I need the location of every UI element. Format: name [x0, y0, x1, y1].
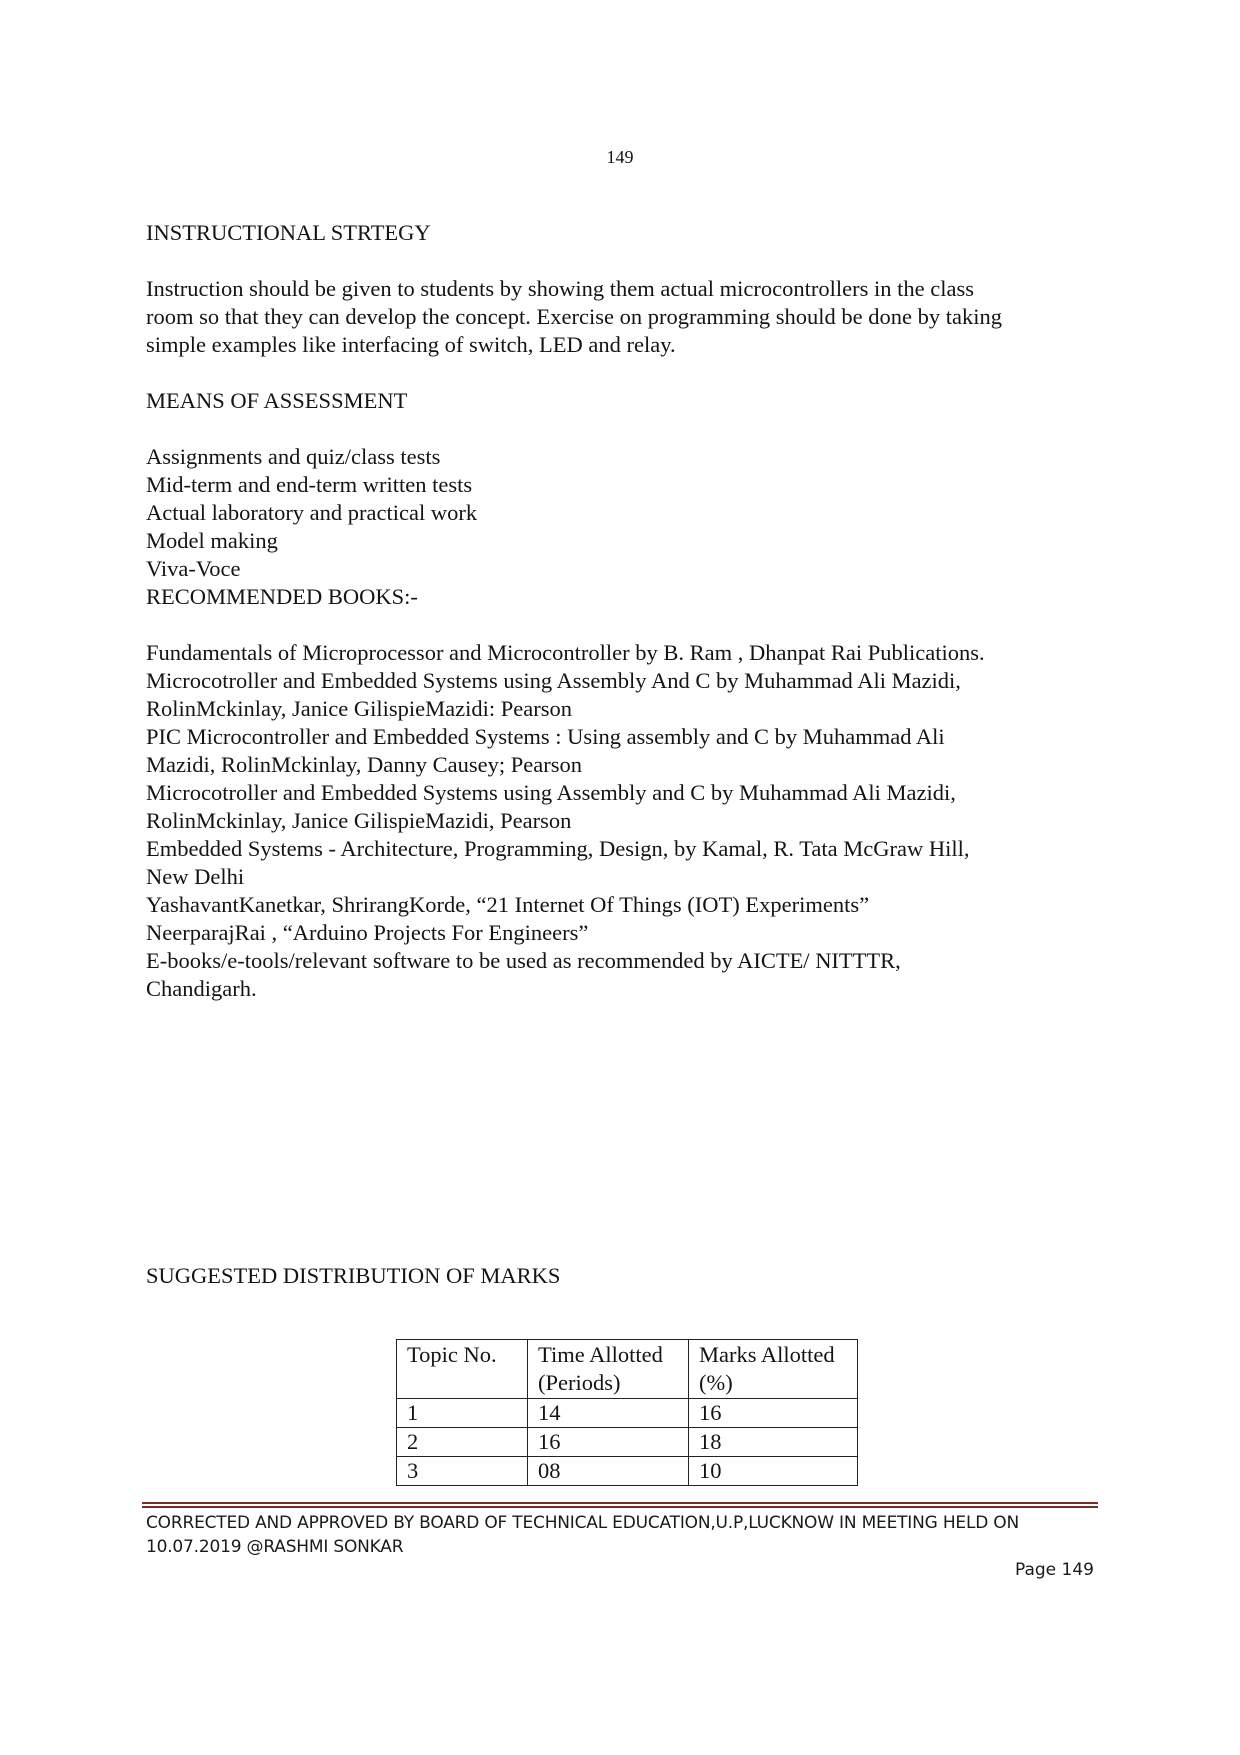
marks-table [396, 1339, 858, 1486]
book-line: RolinMckinlay, Janice GilispieMazidi, Pearson [146, 808, 572, 833]
main-content [146, 219, 1106, 1003]
marks-distribution-heading: SUGGESTED DISTRIBUTION OF MARKS [146, 1263, 561, 1288]
book-line: Mazidi, RolinMckinlay, Danny Causey; Pearson [146, 752, 582, 777]
books-list [146, 639, 1106, 1003]
assessment-list [146, 443, 1106, 583]
book-line: YashavantKanetkar, ShrirangKorde, “21 Internet Of Things (IOT) Experiments” [146, 892, 870, 917]
column-header-marks: Marks Allotted (%) [689, 1340, 858, 1399]
table-header-row [397, 1340, 858, 1399]
book-line: Embedded Systems - Architecture, Programming, Design, by Kamal, R. Tata McGraw Hill, [146, 836, 970, 861]
footer-page-number: Page 149 [1014, 1560, 1094, 1580]
table-row [397, 1428, 858, 1457]
recommended-books-heading: RECOMMENDED BOOKS:- [146, 584, 418, 609]
table-cell: 18 [689, 1428, 858, 1457]
table-row [397, 1457, 858, 1486]
page-number: 149 [606, 147, 634, 167]
instructional-strategy-text [146, 275, 1106, 359]
table-cell: 14 [528, 1399, 689, 1428]
book-line: Microcotroller and Embedded Systems using Assembly And C by Muhammad Ali Mazidi, [146, 668, 961, 693]
table-cell: 16 [689, 1399, 858, 1428]
book-line: New Delhi [146, 864, 245, 889]
book-line: Chandigarh. [146, 976, 257, 1001]
book-line: RolinMckinlay, Janice GilispieMazidi: Pearson [146, 696, 572, 721]
table-cell: 10 [689, 1457, 858, 1486]
column-header-time: Time Allotted (Periods) [528, 1340, 689, 1399]
book-line: Fundamentals of Microprocessor and Microcontroller by B. Ram , Dhanpat Rai Publications. [146, 640, 985, 665]
instructional-strategy-heading: INSTRUCTIONAL STRTEGY [146, 220, 431, 245]
table-cell: 3 [397, 1457, 528, 1486]
table-row [397, 1399, 858, 1428]
text-line: room so that they can develop the concept. Exercise on programming should be done by taking [146, 304, 1003, 329]
column-header-topic: Topic No. [397, 1340, 528, 1399]
book-line: PIC Microcontroller and Embedded Systems : Using assembly and C by Muhammad Ali [146, 724, 945, 749]
book-line: NeerparajRai , “Arduino Projects For Engineers” [146, 920, 589, 945]
assessment-heading: MEANS OF ASSESSMENT [146, 388, 408, 413]
book-line: Microcotroller and Embedded Systems using Assembly and C by Muhammad Ali Mazidi, [146, 780, 956, 805]
list-item: Actual laboratory and practical work [146, 500, 478, 525]
footer-divider [142, 1502, 1098, 1508]
table-cell: 1 [397, 1399, 528, 1428]
footer-approval-text: CORRECTED AND APPROVED BY BOARD OF TECHNICAL EDUCATION,U.P,LUCKNOW IN MEETING HELD ON 10.07.2019 @RASHMI SONKAR [146, 1513, 1020, 1557]
list-item: Viva-Voce [146, 556, 241, 581]
book-line: E-books/e-tools/relevant software to be used as recommended by AICTE/ NITTTR, [146, 948, 901, 973]
list-item: Assignments and quiz/class tests [146, 444, 441, 469]
text-line: Instruction should be given to students by showing them actual microcontrollers in the class [146, 276, 974, 301]
table-cell: 2 [397, 1428, 528, 1457]
table-cell: 16 [528, 1428, 689, 1457]
list-item: Model making [146, 528, 278, 553]
list-item: Mid-term and end-term written tests [146, 472, 473, 497]
text-line: simple examples like interfacing of switch, LED and relay. [146, 332, 676, 357]
table-cell: 08 [528, 1457, 689, 1486]
